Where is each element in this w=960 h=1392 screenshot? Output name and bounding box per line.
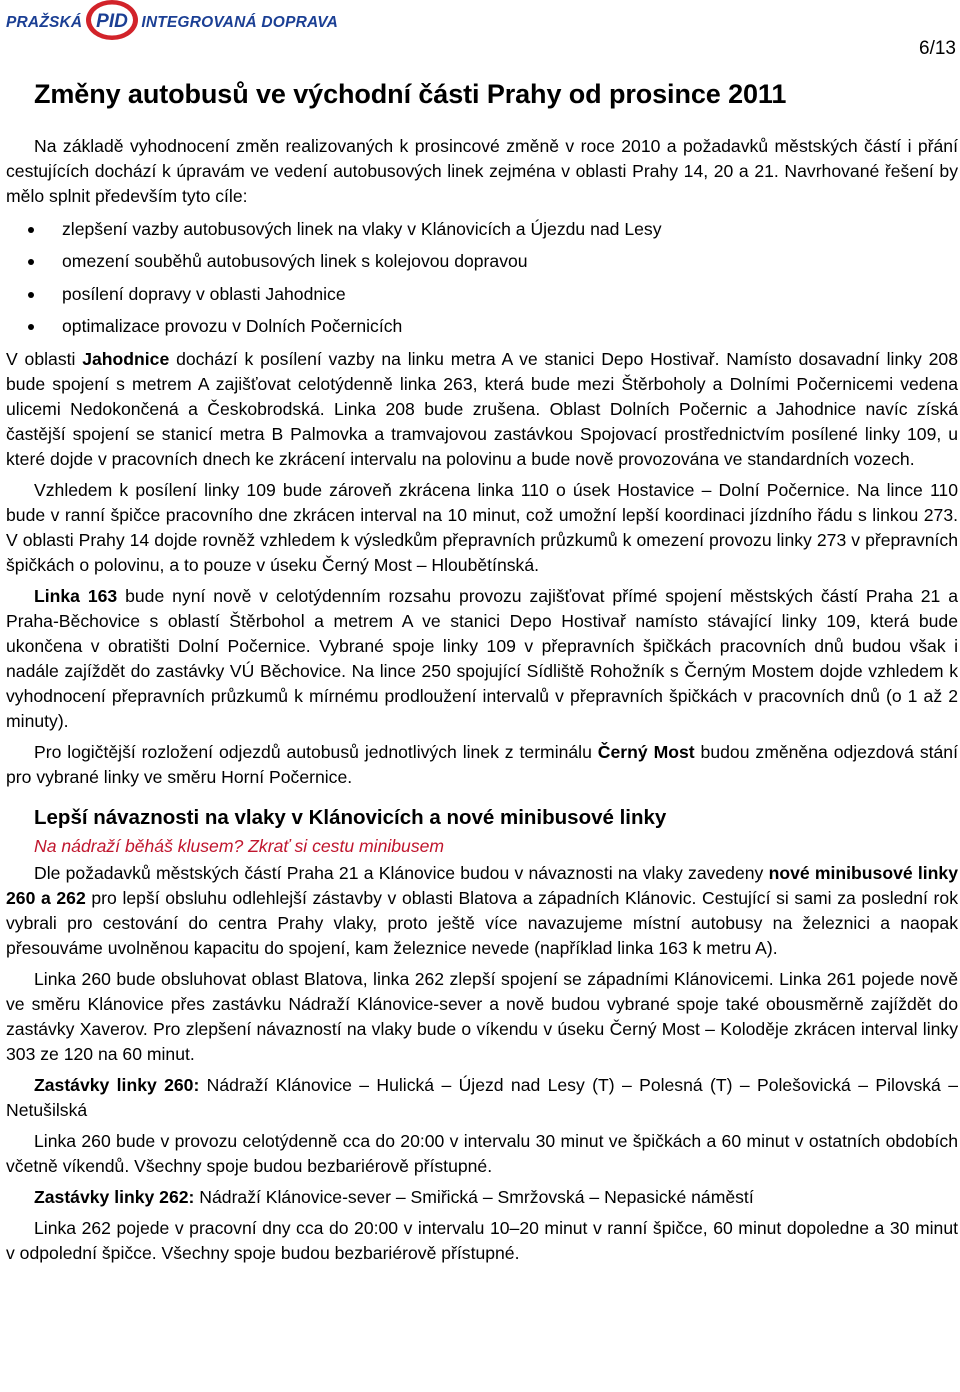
bold-minibus-lines: nové minibusové linky 260 a 262 [6,862,958,908]
logo-mark-text: PID [96,11,129,32]
list-item [6,282,958,307]
bullet-dot-icon [28,259,34,265]
paragraph-line-163: Linka 163 bude nyní nově v celotýdenním rozsahu provozu zajišťovat přímé spojení městských částí Praha 21 a Praha-Běchovice s oblastí Štěrbohol a metrem A ve stanici Depo Hostivař namísto stávající linky 109, která bude ukončena v obratišti Dolní Počernice. Vybrané spoje linky 109 v přepravních špičkách pracovních dnů budou však i nadále zajíždět do zastávky VÚ Běchovice. Na lince 250 spojující Sídliště Rohožník s Černým Mostem dojde vzhledem k vyhodnocení přepravních průzkumů k mírnému prodloužení intervalů v přepravních špičkách v pracovních dnů (o 1 až 2 minuty). [6,585,958,731]
pid-logo [6,6,338,40]
pid-logo-mark-icon [84,0,140,42]
goals-list [6,217,958,339]
list-item-text: omezení souběhů autobusových linek s kolejovou dopravou [62,251,528,272]
paragraph-stops-260: Zastávky linky 260: Nádraží Klánovice – Hulická – Újezd nad Lesy (T) – Polesná (T) – Polešovická – Pilovská – Netušilská [6,1074,958,1120]
paragraph-line-260-262: Linka 260 bude obsluhovat oblast Blatova, linka 262 zlepší spojení se západními Klánovicemi. Linka 261 pojede nově ve směru Klánovice přes zastávku Nádraží Klánovice-sever a nově budou vybrané spoje také obousměrně zajíždět do zastávky Xaverov. Pro zlepšení návazností na vlaky bude o víkendu v úseku Černý Most – Koloděje zkrácen interval linky 303 ze 120 na 60 minut. [6,968,958,1064]
bold-stops-262: Zastávky linky 262: [34,1186,195,1207]
bold-stops-260: Zastávky linky 260: [34,1074,200,1095]
paragraph-schedule-262: Linka 262 pojede v pracovní dny cca do 20:00 v intervalu 10–20 minut v ranní špičce, 60 minut dopoledne a 30 minut v odpolední špičce. Všechny spoje budou bezbariérově přístupné. [6,1217,958,1263]
intro-paragraph: Na základě vyhodnocení změn realizovaných k prosincové změně v roce 2010 a požadavků městských částí i přání cestujících dochází k úpravám ve vedení autobusových linek zejména v oblasti Prahy 14, 20 a 21. Navrhované řešení by mělo splnit především tyto cíle: [6,136,958,206]
bold-jahodnice: Jahodnice [82,348,170,369]
logo-left-text: PRAŽSKÁ [6,14,83,31]
list-item [6,217,958,242]
paragraph-schedule-260: Linka 260 bude v provozu celotýdenně cca do 20:00 v intervalu 30 minut ve špičkách a 60 minut v ostatních obdobích včetně víkendů. Všechny spoje budou bezbariérově přístupné. [6,1130,958,1176]
bullet-dot-icon [28,292,34,298]
list-item [6,249,958,274]
bold-cerny-most: Černý Most [597,741,695,762]
list-item-text: optimalizace provozu v Dolních Počernicích [62,315,403,336]
list-item-text: posílení dopravy v oblasti Jahodnice [62,283,346,304]
document-body [6,134,958,1266]
paragraph-jahodnice: V oblasti Jahodnice dochází k posílení vazby na linku metra A ve stanici Depo Hostivař. Namísto dosavadní linky 208 bude spojení s metrem A zajišťovat celotýdenně linka 263, která bude mezi Štěrboholy a Dolními Počernicemi vedena ulicemi Nedokončená a Českobrodská. Linka 208 bude zrušena. Oblast Dolních Počernic a Jahodnice navíc získá častější spojení se stanicí metra B Palmovka a tramvajovou zastávkou Spojovací prostřednictvím posílené linky 109, u které dojde v pracovních dnech ke zkrácení intervalu na polovinu a bude nově provozována ve standardních vozech. [6,348,958,469]
paragraph-line-110: Vzhledem k posílení linky 109 bude zároveň zkrácena linka 110 o úsek Hostavice – Dolní Počernice. Na lince 110 bude v ranní špičce pracovního dne zkrácen interval na 10 minut, což umožní lepší koordinaci jízdního řádu s linkou 273. V oblasti Prahy 14 dojde rovněž vzhledem k výsledkům přepravních průzkumů k omezení provozu linky 273 v přepravních špičkách o polovinu, a to pouze v úseku Černý Most – Hloubětínská. [6,479,958,575]
paragraph-minibus: Dle požadavků městských částí Praha 21 a Klánovice budou v návaznosti na vlaky zavedeny nové minibusové linky 260 a 262 pro lepší obsluhu odlehlejší zástavby v oblasti Blatova a západních Klánovic. Cestující si sami za poslední rok vybrali pro cestování do centra Prahy vlaky, proto ještě více navazujeme místní autobusy na železnici a naopak přesouváme uvolněnou kapacitu do spojení, kam železnice nevede (například linka 163 k metru A). [6,862,958,958]
bold-linka-163: Linka 163 [34,585,118,606]
bullet-dot-icon [28,324,34,330]
page-title: Změny autobusů ve východní části Prahy od prosince 2011 [34,79,787,109]
logo-right-text: INTEGROVANÁ DOPRAVA [141,14,339,31]
paragraph-cerny-most: Pro logičtější rozložení odjezdů autobusů jednotlivých linek z terminálu Černý Most budou změněna odjezdová stání pro vybrané linky ve směru Horní Počernice. [6,741,958,787]
page-number: 6/13 [919,38,956,59]
section-heading: Lepší návaznosti na vlaky v Klánovicích a nové minibusové linky [34,805,667,829]
bullet-dot-icon [28,227,34,233]
list-item [6,314,958,339]
section-subheading: Na nádraží běháš klusem? Zkrať si cestu minibusem [34,835,445,856]
list-item-text: zlepšení vazby autobusových linek na vlaky v Klánovicích a Újezdu nad Lesy [62,219,662,239]
paragraph-stops-262: Zastávky linky 262: Nádraží Klánovice-sever – Smiřická – Smržovská – Nepasické náměstí [34,1186,754,1207]
